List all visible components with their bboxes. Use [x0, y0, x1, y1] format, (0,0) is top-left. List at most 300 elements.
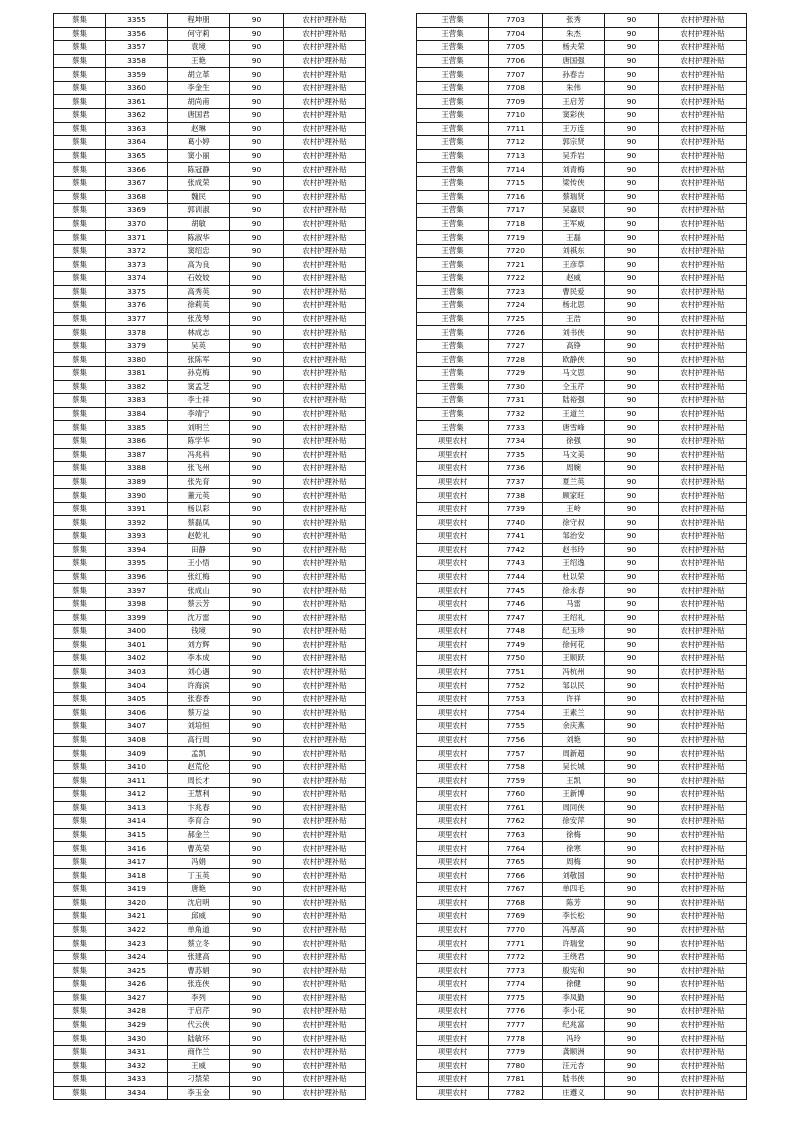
- village-cell: 蔡集: [54, 978, 106, 992]
- table-row: [417, 1045, 747, 1059]
- subsidy-type-cell: 农村护理补贴: [659, 163, 747, 177]
- village-cell: 蔡集: [54, 1045, 106, 1059]
- table-row: [417, 95, 747, 109]
- village-cell: 蔡集: [54, 190, 106, 204]
- village-cell: 蔡集: [54, 258, 106, 272]
- amount-cell: 90: [605, 747, 659, 761]
- serial-number-cell: 3382: [106, 380, 168, 394]
- subsidy-type-cell: 农村护理补贴: [659, 679, 747, 693]
- serial-number-cell: 3397: [106, 584, 168, 598]
- village-cell: 蔡集: [54, 163, 106, 177]
- amount-cell: 90: [605, 692, 659, 706]
- serial-number-cell: 7728: [489, 353, 543, 367]
- serial-number-cell: 3403: [106, 665, 168, 679]
- table-row: [417, 41, 747, 55]
- village-cell: 蔡集: [54, 638, 106, 652]
- serial-number-cell: 3428: [106, 1005, 168, 1019]
- name-cell: 王启芳: [543, 95, 605, 109]
- subsidy-type-cell: 农村护理补贴: [659, 896, 747, 910]
- table-row: [54, 367, 366, 381]
- serial-number-cell: 7772: [489, 950, 543, 964]
- name-cell: 徐安萍: [543, 815, 605, 829]
- subsidy-type-cell: 农村护理补贴: [659, 502, 747, 516]
- serial-number-cell: 7734: [489, 434, 543, 448]
- name-cell: 陈淑华: [168, 231, 230, 245]
- name-cell: 张茂琴: [168, 312, 230, 326]
- table-row: [54, 489, 366, 503]
- serial-number-cell: 7755: [489, 720, 543, 734]
- subsidy-type-cell: 农村护理补贴: [659, 339, 747, 353]
- village-cell: 蔡集: [54, 815, 106, 829]
- serial-number-cell: 7707: [489, 68, 543, 82]
- amount-cell: 90: [230, 801, 284, 815]
- village-cell: 项里农村: [417, 597, 489, 611]
- subsidy-type-cell: 农村护理补贴: [284, 584, 366, 598]
- serial-number-cell: 3432: [106, 1059, 168, 1073]
- village-cell: 蔡集: [54, 68, 106, 82]
- table-row: [417, 326, 747, 340]
- amount-cell: 90: [230, 68, 284, 82]
- serial-number-cell: 3388: [106, 462, 168, 476]
- amount-cell: 90: [230, 774, 284, 788]
- serial-number-cell: 7753: [489, 692, 543, 706]
- amount-cell: 90: [230, 584, 284, 598]
- name-cell: 张红梅: [168, 570, 230, 584]
- name-cell: 许海滨: [168, 679, 230, 693]
- village-cell: 蔡集: [54, 923, 106, 937]
- table-row: [417, 285, 747, 299]
- name-cell: 刘书侠: [543, 326, 605, 340]
- amount-cell: 90: [605, 41, 659, 55]
- table-row: [417, 176, 747, 190]
- name-cell: 冯玲: [543, 1032, 605, 1046]
- name-cell: 代云侠: [168, 1018, 230, 1032]
- subsidy-type-cell: 农村护理补贴: [659, 720, 747, 734]
- village-cell: 王营集: [417, 407, 489, 421]
- serial-number-cell: 7762: [489, 815, 543, 829]
- serial-number-cell: 3385: [106, 421, 168, 435]
- name-cell: 王岭: [543, 502, 605, 516]
- table-row: [417, 570, 747, 584]
- village-cell: 蔡集: [54, 380, 106, 394]
- amount-cell: 90: [605, 787, 659, 801]
- name-cell: 邹以民: [543, 679, 605, 693]
- amount-cell: 90: [605, 502, 659, 516]
- amount-cell: 90: [605, 81, 659, 95]
- amount-cell: 90: [230, 611, 284, 625]
- subsidy-type-cell: 农村护理补贴: [659, 1059, 747, 1073]
- subsidy-type-cell: 农村护理补贴: [284, 652, 366, 666]
- amount-cell: 90: [605, 285, 659, 299]
- table-row: [54, 231, 366, 245]
- village-cell: 项里农村: [417, 828, 489, 842]
- amount-cell: 90: [605, 353, 659, 367]
- amount-cell: 90: [605, 136, 659, 150]
- village-cell: 蔡集: [54, 937, 106, 951]
- name-cell: 葛小婷: [168, 136, 230, 150]
- village-cell: 蔡集: [54, 584, 106, 598]
- name-cell: 李靖宁: [168, 407, 230, 421]
- village-cell: 项里农村: [417, 543, 489, 557]
- name-cell: 孟凯: [168, 747, 230, 761]
- amount-cell: 90: [605, 95, 659, 109]
- serial-number-cell: 3392: [106, 516, 168, 530]
- village-cell: 项里农村: [417, 529, 489, 543]
- table-row: [417, 448, 747, 462]
- serial-number-cell: 7718: [489, 217, 543, 231]
- table-row: [54, 27, 366, 41]
- subsidy-type-cell: 农村护理补贴: [659, 842, 747, 856]
- name-cell: 陈学华: [168, 434, 230, 448]
- village-cell: 项里农村: [417, 937, 489, 951]
- subsidy-type-cell: 农村护理补贴: [284, 475, 366, 489]
- table-row: [54, 679, 366, 693]
- subsidy-type-cell: 农村护理补贴: [284, 625, 366, 639]
- subsidy-type-cell: 农村护理补贴: [284, 570, 366, 584]
- amount-cell: 90: [230, 978, 284, 992]
- serial-number-cell: 7745: [489, 584, 543, 598]
- subsidy-type-cell: 农村护理补贴: [659, 448, 747, 462]
- subsidy-type-cell: 农村护理补贴: [659, 231, 747, 245]
- subsidy-type-cell: 农村护理补贴: [284, 991, 366, 1005]
- name-cell: 刘明兰: [168, 421, 230, 435]
- subsidy-type-cell: 农村护理补贴: [284, 434, 366, 448]
- village-cell: 项里农村: [417, 462, 489, 476]
- amount-cell: 90: [605, 190, 659, 204]
- name-cell: 冯杭州: [543, 665, 605, 679]
- serial-number-cell: 3404: [106, 679, 168, 693]
- table-row: [54, 68, 366, 82]
- serial-number-cell: 3409: [106, 747, 168, 761]
- subsidy-type-cell: 农村护理补贴: [659, 176, 747, 190]
- table-row: [417, 869, 747, 883]
- subsidy-type-cell: 农村护理补贴: [659, 516, 747, 530]
- name-cell: 王绕君: [543, 950, 605, 964]
- subsidy-type-cell: 农村护理补贴: [659, 760, 747, 774]
- amount-cell: 90: [230, 733, 284, 747]
- name-cell: 欧静侠: [543, 353, 605, 367]
- village-cell: 蔡集: [54, 27, 106, 41]
- subsidy-type-cell: 农村护理补贴: [284, 190, 366, 204]
- subsidy-type-cell: 农村护理补贴: [284, 787, 366, 801]
- subsidy-type-cell: 农村护理补贴: [659, 1018, 747, 1032]
- village-cell: 项里农村: [417, 910, 489, 924]
- name-cell: 李士祥: [168, 394, 230, 408]
- subsidy-type-cell: 农村护理补贴: [659, 597, 747, 611]
- table-row: [417, 204, 747, 218]
- serial-number-cell: 3390: [106, 489, 168, 503]
- village-cell: 蔡集: [54, 570, 106, 584]
- amount-cell: 90: [605, 978, 659, 992]
- table-row: [54, 312, 366, 326]
- subsidy-type-cell: 农村护理补贴: [659, 1073, 747, 1087]
- name-cell: 窦小丽: [168, 149, 230, 163]
- serial-number-cell: 7776: [489, 1005, 543, 1019]
- amount-cell: 90: [230, 950, 284, 964]
- village-cell: 项里农村: [417, 625, 489, 639]
- amount-cell: 90: [230, 529, 284, 543]
- name-cell: 刘祺东: [543, 244, 605, 258]
- name-cell: 蔡立冬: [168, 937, 230, 951]
- serial-number-cell: 3395: [106, 557, 168, 571]
- amount-cell: 90: [230, 597, 284, 611]
- amount-cell: 90: [605, 923, 659, 937]
- serial-number-cell: 7770: [489, 923, 543, 937]
- amount-cell: 90: [230, 543, 284, 557]
- name-cell: 张建高: [168, 950, 230, 964]
- subsidy-type-cell: 农村护理补贴: [284, 706, 366, 720]
- amount-cell: 90: [230, 434, 284, 448]
- name-cell: 林成志: [168, 326, 230, 340]
- village-cell: 蔡集: [54, 434, 106, 448]
- subsidy-type-cell: 农村护理补贴: [284, 529, 366, 543]
- serial-number-cell: 7749: [489, 638, 543, 652]
- village-cell: 蔡集: [54, 1032, 106, 1046]
- subsidy-type-cell: 农村护理补贴: [284, 258, 366, 272]
- village-cell: 王营集: [417, 27, 489, 41]
- name-cell: 赵琳: [168, 122, 230, 136]
- amount-cell: 90: [605, 122, 659, 136]
- serial-number-cell: 3429: [106, 1018, 168, 1032]
- name-cell: 杜以荣: [543, 570, 605, 584]
- name-cell: 唐国强: [543, 54, 605, 68]
- serial-number-cell: 7781: [489, 1073, 543, 1087]
- subsidy-type-cell: 农村护理补贴: [659, 285, 747, 299]
- village-cell: 项里农村: [417, 950, 489, 964]
- village-cell: 蔡集: [54, 299, 106, 313]
- serial-number-cell: 3380: [106, 353, 168, 367]
- serial-number-cell: 3421: [106, 910, 168, 924]
- serial-number-cell: 7756: [489, 733, 543, 747]
- serial-number-cell: 7774: [489, 978, 543, 992]
- serial-number-cell: 7715: [489, 176, 543, 190]
- village-cell: 蔡集: [54, 421, 106, 435]
- amount-cell: 90: [230, 910, 284, 924]
- amount-cell: 90: [230, 1086, 284, 1100]
- amount-cell: 90: [605, 516, 659, 530]
- table-row: [417, 1086, 747, 1100]
- name-cell: 唐雪峰: [543, 421, 605, 435]
- table-row: [417, 964, 747, 978]
- name-cell: 刘心遇: [168, 665, 230, 679]
- subsidy-type-cell: 农村护理补贴: [659, 367, 747, 381]
- amount-cell: 90: [605, 271, 659, 285]
- village-cell: 蔡集: [54, 312, 106, 326]
- amount-cell: 90: [230, 285, 284, 299]
- amount-cell: 90: [605, 367, 659, 381]
- serial-number-cell: 7719: [489, 231, 543, 245]
- serial-number-cell: 3402: [106, 652, 168, 666]
- village-cell: 王营集: [417, 14, 489, 28]
- table-row: [54, 421, 366, 435]
- subsidy-type-cell: 农村护理补贴: [659, 204, 747, 218]
- amount-cell: 90: [230, 692, 284, 706]
- serial-number-cell: 3376: [106, 299, 168, 313]
- subsidy-type-cell: 农村护理补贴: [284, 747, 366, 761]
- table-row: [54, 774, 366, 788]
- amount-cell: 90: [230, 27, 284, 41]
- subsidy-type-cell: 农村护理补贴: [284, 896, 366, 910]
- name-cell: 唐国君: [168, 109, 230, 123]
- subsidy-type-cell: 农村护理补贴: [284, 883, 366, 897]
- amount-cell: 90: [230, 380, 284, 394]
- amount-cell: 90: [230, 855, 284, 869]
- table-row: [54, 204, 366, 218]
- table-row: [417, 421, 747, 435]
- amount-cell: 90: [605, 964, 659, 978]
- subsidy-type-cell: 农村护理补贴: [659, 1045, 747, 1059]
- table-row: [54, 923, 366, 937]
- serial-number-cell: 3355: [106, 14, 168, 28]
- village-cell: 王营集: [417, 326, 489, 340]
- table-row: [54, 665, 366, 679]
- subsidy-type-cell: 农村护理补贴: [659, 217, 747, 231]
- amount-cell: 90: [230, 883, 284, 897]
- table-row: [54, 271, 366, 285]
- village-cell: 王营集: [417, 258, 489, 272]
- village-cell: 蔡集: [54, 652, 106, 666]
- amount-cell: 90: [230, 163, 284, 177]
- serial-number-cell: 7730: [489, 380, 543, 394]
- amount-cell: 90: [230, 760, 284, 774]
- amount-cell: 90: [230, 828, 284, 842]
- table-row: [417, 271, 747, 285]
- subsidy-type-cell: 农村护理补贴: [284, 978, 366, 992]
- serial-number-cell: 3374: [106, 271, 168, 285]
- serial-number-cell: 7714: [489, 163, 543, 177]
- name-cell: 郭宗贤: [543, 136, 605, 150]
- amount-cell: 90: [605, 733, 659, 747]
- serial-number-cell: 7703: [489, 14, 543, 28]
- village-cell: 蔡集: [54, 896, 106, 910]
- serial-number-cell: 3417: [106, 855, 168, 869]
- table-row: [54, 652, 366, 666]
- serial-number-cell: 7767: [489, 883, 543, 897]
- table-row: [54, 475, 366, 489]
- serial-number-cell: 7706: [489, 54, 543, 68]
- name-cell: 高铮: [543, 339, 605, 353]
- amount-cell: 90: [230, 516, 284, 530]
- village-cell: 蔡集: [54, 883, 106, 897]
- village-cell: 王营集: [417, 244, 489, 258]
- village-cell: 蔡集: [54, 1073, 106, 1087]
- subsidy-type-cell: 农村护理补贴: [659, 652, 747, 666]
- name-cell: 朱杰: [543, 27, 605, 41]
- subsidy-type-cell: 农村护理补贴: [659, 68, 747, 82]
- table-row: [417, 136, 747, 150]
- village-cell: 项里农村: [417, 448, 489, 462]
- table-row: [54, 190, 366, 204]
- name-cell: 董元英: [168, 489, 230, 503]
- amount-cell: 90: [230, 475, 284, 489]
- subsidy-type-cell: 农村护理补贴: [659, 434, 747, 448]
- table-row: [417, 787, 747, 801]
- table-row: [417, 597, 747, 611]
- table-row: [417, 937, 747, 951]
- subsidy-type-cell: 农村护理补贴: [659, 489, 747, 503]
- amount-cell: 90: [230, 258, 284, 272]
- subsidy-type-cell: 农村护理补贴: [284, 692, 366, 706]
- subsidy-type-cell: 农村护理补贴: [284, 611, 366, 625]
- amount-cell: 90: [230, 367, 284, 381]
- serial-number-cell: 7763: [489, 828, 543, 842]
- name-cell: 陆书侠: [543, 1073, 605, 1087]
- subsidy-type-cell: 农村护理补贴: [284, 815, 366, 829]
- amount-cell: 90: [605, 815, 659, 829]
- name-cell: 孙克梅: [168, 367, 230, 381]
- serial-number-cell: 3372: [106, 244, 168, 258]
- subsidy-type-cell: 农村护理补贴: [659, 1086, 747, 1100]
- serial-number-cell: 3399: [106, 611, 168, 625]
- table-row: [54, 815, 366, 829]
- village-cell: 蔡集: [54, 326, 106, 340]
- table-row: [54, 543, 366, 557]
- name-cell: 张飞州: [168, 462, 230, 476]
- amount-cell: 90: [605, 869, 659, 883]
- serial-number-cell: 3383: [106, 394, 168, 408]
- amount-cell: 90: [605, 910, 659, 924]
- village-cell: 王营集: [417, 231, 489, 245]
- name-cell: 蔡万益: [168, 706, 230, 720]
- table-row: [54, 217, 366, 231]
- name-cell: 张秀: [543, 14, 605, 28]
- serial-number-cell: 7739: [489, 502, 543, 516]
- serial-number-cell: 3411: [106, 774, 168, 788]
- table-row: [417, 543, 747, 557]
- serial-number-cell: 3430: [106, 1032, 168, 1046]
- serial-number-cell: 7751: [489, 665, 543, 679]
- table-row: [417, 815, 747, 829]
- table-row: [54, 176, 366, 190]
- table-row: [54, 950, 366, 964]
- table-body: [417, 14, 747, 1100]
- table-row: [417, 312, 747, 326]
- amount-cell: 90: [605, 1005, 659, 1019]
- table-row: [417, 434, 747, 448]
- subsidy-type-cell: 农村护理补贴: [659, 407, 747, 421]
- village-cell: 蔡集: [54, 14, 106, 28]
- village-cell: 王营集: [417, 122, 489, 136]
- serial-number-cell: 7759: [489, 774, 543, 788]
- amount-cell: 90: [605, 380, 659, 394]
- serial-number-cell: 3398: [106, 597, 168, 611]
- serial-number-cell: 7708: [489, 81, 543, 95]
- village-cell: 项里农村: [417, 1005, 489, 1019]
- table-row: [417, 380, 747, 394]
- village-cell: 王营集: [417, 339, 489, 353]
- table-row: [417, 122, 747, 136]
- amount-cell: 90: [230, 1018, 284, 1032]
- village-cell: 蔡集: [54, 394, 106, 408]
- serial-number-cell: 7746: [489, 597, 543, 611]
- amount-cell: 90: [605, 760, 659, 774]
- serial-number-cell: 3387: [106, 448, 168, 462]
- name-cell: 王磊: [543, 231, 605, 245]
- table-row: [417, 747, 747, 761]
- subsidy-type-cell: 农村护理补贴: [284, 720, 366, 734]
- amount-cell: 90: [230, 665, 284, 679]
- name-cell: 赵书玲: [543, 543, 605, 557]
- subsidy-type-cell: 农村护理补贴: [659, 801, 747, 815]
- serial-number-cell: 3427: [106, 991, 168, 1005]
- amount-cell: 90: [230, 937, 284, 951]
- village-cell: 蔡集: [54, 855, 106, 869]
- amount-cell: 90: [605, 1073, 659, 1087]
- subsidy-type-cell: 农村护理补贴: [659, 95, 747, 109]
- name-cell: 李列: [168, 991, 230, 1005]
- name-cell: 许祥: [543, 692, 605, 706]
- serial-number-cell: 3364: [106, 136, 168, 150]
